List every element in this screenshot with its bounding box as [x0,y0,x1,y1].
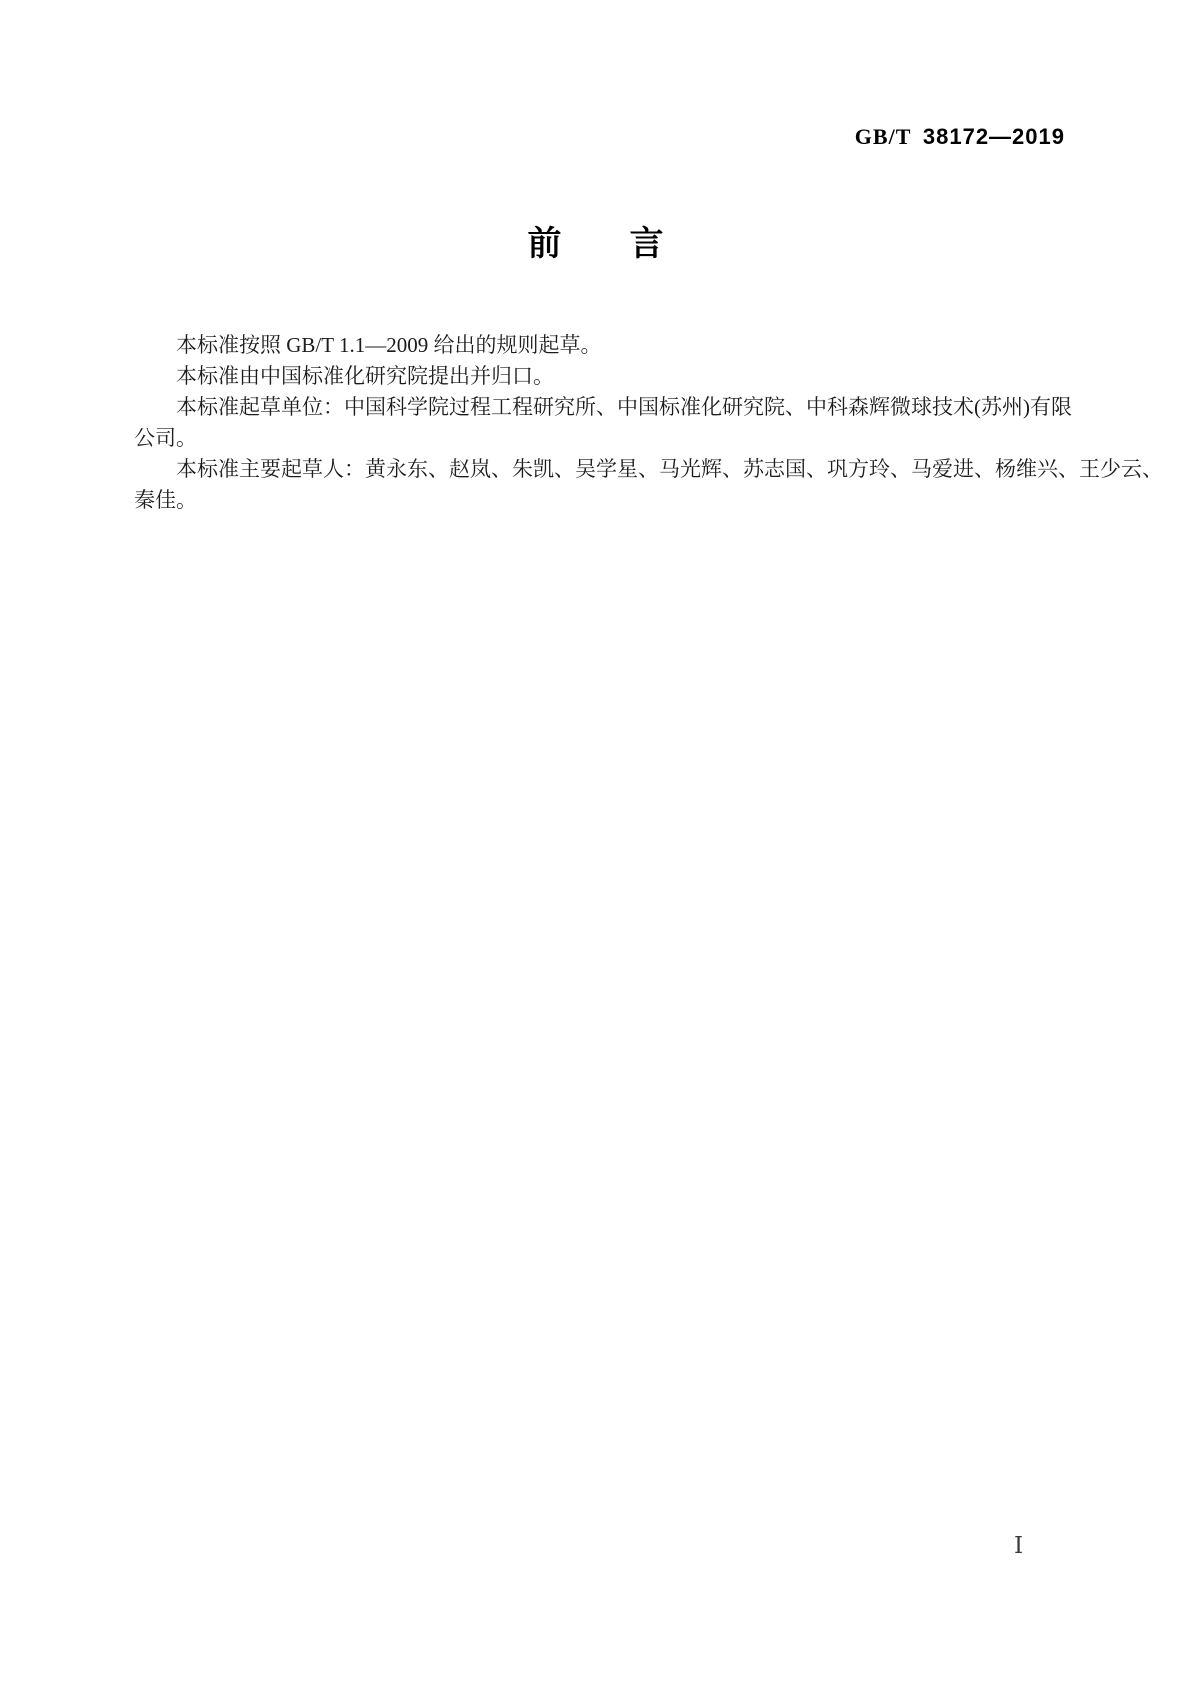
page-title: 前 言 [527,224,664,264]
page-number: Ⅰ [1014,1533,1024,1558]
foreword-line: 本标准按照 GB/T 1.1—2009 给出的规则起草。 [176,333,602,357]
foreword-line: 本标准主要起草人：黄永东、赵岚、朱凯、吴学星、马光辉、苏志国、巩方玲、马爱进、杨维兴、王少云、 [176,457,1163,481]
foreword-body [134,330,1163,516]
foreword-line: 秦佳。 [134,488,197,512]
standard-code-number: 38172—2019 [922,124,1065,149]
foreword-line: 公司。 [134,426,197,450]
foreword-line: 本标准起草单位：中国科学院过程工程研究所、中国标准化研究院、中科森辉微球技术(苏州)有限 [176,395,1072,419]
standard-code-prefix: GB/T [854,124,912,149]
foreword-line: 本标准由中国标准化研究院提出并归口。 [176,364,554,388]
standard-code [855,124,1065,150]
